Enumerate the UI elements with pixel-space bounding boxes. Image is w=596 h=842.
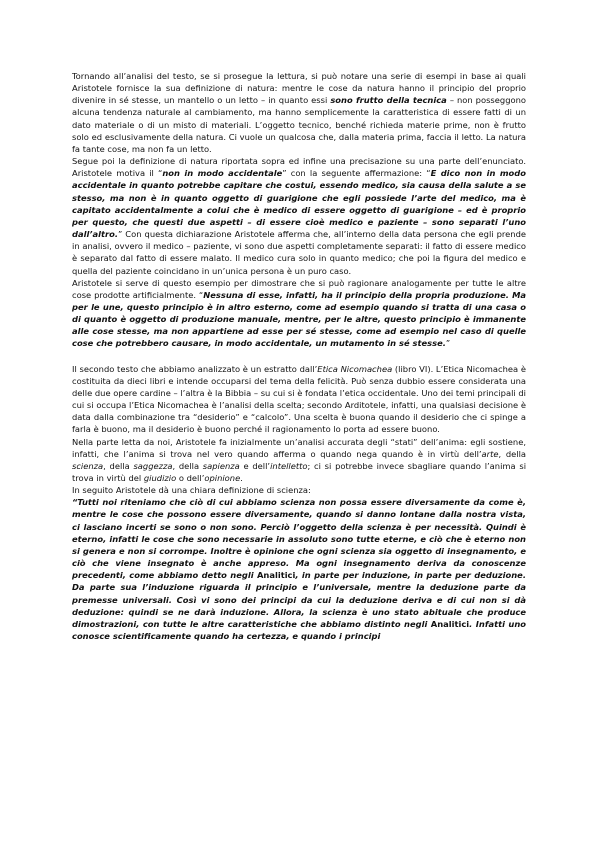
text-run: e dell’ [239,460,271,471]
text-run: ” Con questa dichiarazione Aristotele afferma che, all’interno della data persona che egli prende in analisi, ovvero il medico – paziente, vi sono due aspetti completamente separati: il fatto di essere medico è separato dal fatto di essere malato. Il medico cura solo in quanto medico; che poi la figura del medico e quella del paziente coincidano in un’unica persona è un puro caso. [72,229,526,276]
text-run: ” [445,338,451,349]
text-run: ” con la seguente affermazione: “ [282,168,431,179]
paragraph-cose-artificiali [72,277,526,350]
emphasized-text-run: saggezza [133,460,173,471]
text-run: ; ci si potrebbe invece sbagliare quando l’anima si trova in virtù del [72,460,527,483]
text-run: – non posseggono alcuna tendenza naturale al cambiamento, ma hanno semplicemente la caratteristica di essere fatti di un dato materiale o di un misto di materiali. L’oggetto tecnico, benché richieda materie prime, non è frutto solo ed esclusivamente della natura. Ci vuole un qualcosa che, dalla materia prima, faccia il letto. La natura fa tante cose, ma non fa un letto. [72,95,526,154]
document-page [72,70,526,642]
paragraph-definizione-scienza-intro [72,484,526,496]
text-run: Segue poi la definizione di natura riportata sopra ed infine una precisazione su una parte dell’enunciato. Aristotele motiva il “ [72,156,526,179]
emphasized-text-run: Etica Nicomachea [317,363,393,374]
text-run: In seguito Aristotele dà una chiara definizione di scienza: [72,485,311,496]
text-run: Il secondo testo che abbiamo analizzato è un estratto dall’ [72,363,318,374]
emphasized-text-run: scienza [72,460,104,471]
paragraph-natura-esempi [72,70,526,155]
emphasized-text-run: opinione [204,473,241,483]
emphasized-text-run: sapienza [202,460,240,471]
paragraph-citazione-scienza [72,496,526,642]
emphasized-text-run: giudizio [143,473,177,483]
paragraph-stati-anima [72,436,526,485]
text-run: , della [172,460,203,471]
emphasized-text-run: E dico non in modo accidentale in quanto potrebbe capitare che costui, essendo medico, sia causa della salute a se stesso, ma non è in quanto oggetto di guarigione che egli possiede l’arte del medico, ma è capitato accidentalmente a colui che è medico di essere oggetto di guarigione – ed è proprio per questo, che questi due aspetti – di essere cioè medico e paziente – sono separati l’uno dall’altro. [72,168,526,240]
emphasized-text-run: Nessuna di esse, infatti, ha il principio della propria produzione. Ma per le une, questo principio è in altro esterno, come ad esempio quando si tratta di una casa o di quanto è oggetto di produzione manuale, mentre, per le altre, questo principio è immanente alle cose stesse, ma non appartiene ad esse per sé stesse, come ad esempio nel caso di quelle cose che potrebbero causare, in modo accidentale, un mutamento in sé stesse. [72,289,527,349]
paragraph-non-accidentale [72,155,526,277]
text-run: o dell’ [176,473,205,483]
text-run: Tornando all’analisi del testo, se si prosegue la lettura, si può notare una serie di esempi in base ai quali Aristotele fornisce la sua definizione di natura: mentre le cose da natura hanno il principio del proprio divenire in sé stesse, un mantello o un letto – in quanto essi [72,71,526,106]
emphasized-text-run: Analitici [256,570,296,581]
emphasized-text-run: sono frutto della tecnica [330,95,447,106]
emphasized-text-run: intelletto [270,460,308,471]
text-run: , della [498,448,526,459]
text-run: . [240,473,243,483]
emphasized-text-run: non in modo accidentale [162,168,283,179]
text-run: , della [103,460,134,471]
text-run: Nella parte letta da noi, Aristotele fa inizialmente un’analisi accurata degli “stati” dell’anima: egli sostiene, infatti, che l’anima si trova nel vero quando afferma o quando nega quando è in virtù dell’ [72,436,526,459]
emphasized-text-run: arte [481,448,499,459]
text-run: (libro VI). L’Etica Nicomachea è costituita da dieci libri e intende occuparsi del tema della felicità. Può senza dubbio essere considerata una delle due opere cardine – l’altra è la Bibbia – su cui si è fondata l’etica occidentale. Uno dei temi principali di cui si occupa l’Etica Nicomachea è l’analisi della scelta; secondo Arditotele, infatti, una qualsiasi decisione è data dalla combinazione tra “desiderio” e “calcolo”. Una scelta è buona quando il desiderio che ci spinge a farla è buono, ma il desiderio è buono perché il ragionamento lo porta ad essere buono. [72,363,526,435]
emphasized-text-run: “Tutti noi riteniamo che ciò di cui abbiamo scienza non possa essere diversamente da come è, mentre le cose che possono essere diversamente, quando si danno lontane dalla nostra vista, ci lasciano incerti se sono o non sono. Perciò l’oggetto della scienza è per necessità. Quindi è eterno, infatti le cose che sono necessarie in assoluto sono tutte eterne, e ciò che è eterno non si genera e non si corrompe. Inoltre è opinione che ogni scienza sia oggetto di insegnamento, e ciò che viene insegnato è anche appreso. Ma ogni insegnamento deriva da conoscenze precedenti, come abbiamo detto negli [72,497,526,581]
emphasized-text-run: , in parte per induzione, in parte per deduzione. Da parte sua l’induzione riguarda il principio e l’universale, mentre la deduzione parte da premesse universali. Così vi sono dei principi da cui la deduzione deriva e di cui non si dà deduzione: quindi se ne darà induzione. Allora, la scienza è uno stato abituale che produce dimostrazioni, con tutte le altre caratteristiche che abbiamo distinto negli [72,570,526,629]
emphasized-text-run: . Infatti uno conosce scientificamente quando ha certezza, e quando i principi [72,618,526,642]
emphasized-text-run: Analitici [430,618,470,629]
paragraph-gap [72,350,526,363]
text-run: Aristotele si serve di questo esempio per dimostrare che si può ragionare analogamente per tutte le altre cose prodotte artificialmente. “ [72,277,526,300]
paragraph-etica-nicomachea [72,363,526,436]
